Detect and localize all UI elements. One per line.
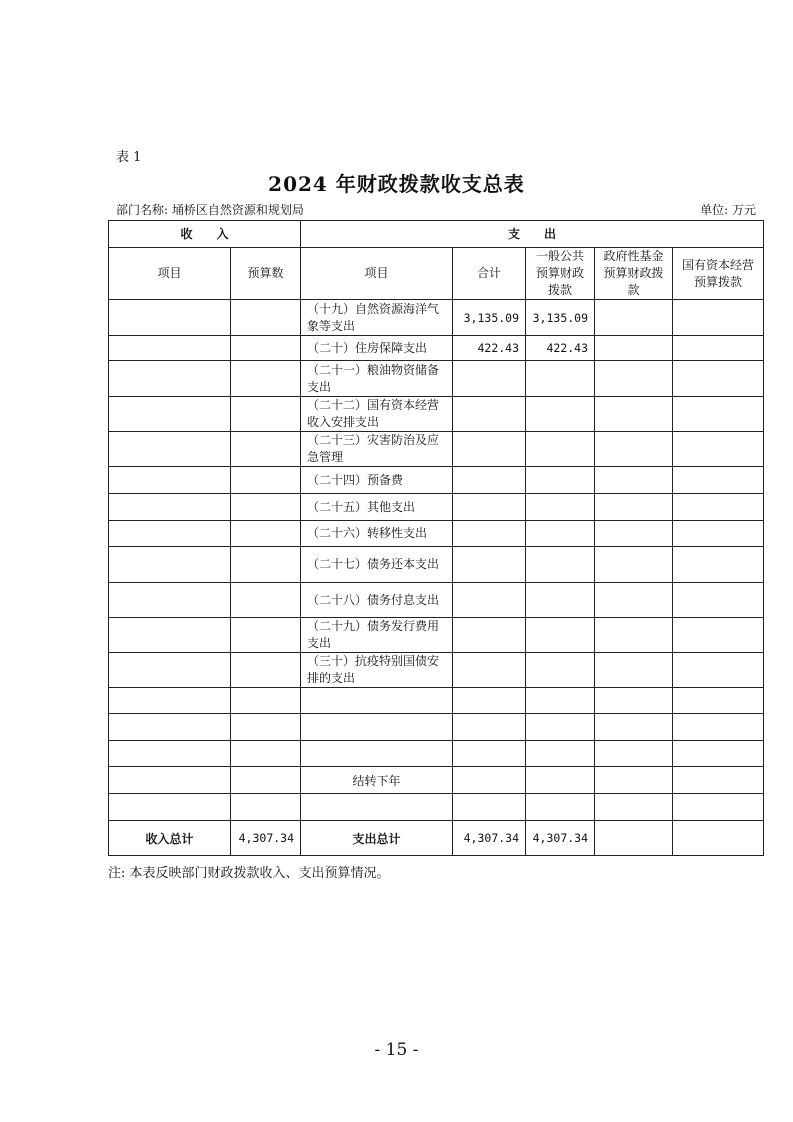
expense-item-cell: （二十六）转移性支出 bbox=[301, 521, 453, 547]
income-item-cell bbox=[109, 467, 231, 494]
total-cell bbox=[453, 432, 526, 467]
income-item-cell bbox=[109, 397, 231, 432]
general-public-cell bbox=[526, 432, 595, 467]
state-capital-cell bbox=[673, 583, 764, 618]
table-row bbox=[109, 397, 764, 432]
income-header: 收 入 bbox=[109, 221, 301, 248]
table-row bbox=[109, 521, 764, 547]
total-cell bbox=[453, 521, 526, 547]
gov-fund-cell bbox=[595, 300, 673, 336]
header-row-groups bbox=[109, 221, 764, 248]
page-title: 2024 年财政拨款收支总表 bbox=[268, 172, 525, 196]
expense-item-cell: （十九）自然资源海洋气象等支出 bbox=[301, 300, 453, 336]
general-public-cell bbox=[526, 618, 595, 653]
table-row bbox=[109, 547, 764, 583]
total-cell bbox=[453, 653, 526, 688]
income-total-value: 4,307.34 bbox=[231, 821, 301, 856]
income-item-cell bbox=[109, 653, 231, 688]
gov-fund-cell bbox=[595, 494, 673, 521]
gov-fund-cell bbox=[595, 397, 673, 432]
income-budget-cell bbox=[231, 618, 301, 653]
general-public-cell bbox=[526, 653, 595, 688]
table-label: 表 1 bbox=[116, 150, 142, 165]
page-number: - 15 - bbox=[374, 1040, 419, 1060]
income-item-cell bbox=[109, 618, 231, 653]
budget-table bbox=[108, 220, 764, 856]
gov-fund-header: 政府性基金预算财政拨款 bbox=[595, 248, 673, 300]
department-name: 部门名称: 埇桥区自然资源和规划局 bbox=[116, 203, 304, 217]
empty-row bbox=[109, 741, 764, 767]
state-capital-cell bbox=[673, 397, 764, 432]
gov-fund-cell bbox=[595, 583, 673, 618]
state-capital-cell bbox=[673, 547, 764, 583]
general-public-cell bbox=[526, 494, 595, 521]
gov-fund-cell bbox=[595, 547, 673, 583]
table-row bbox=[109, 653, 764, 688]
state-capital-cell bbox=[673, 494, 764, 521]
expense-total-label: 支出总计 bbox=[301, 821, 453, 856]
empty-row bbox=[109, 794, 764, 821]
income-item-cell bbox=[109, 300, 231, 336]
general-public-header: 一般公共预算财政拨款 bbox=[526, 248, 595, 300]
income-budget-cell bbox=[231, 521, 301, 547]
total-cell: 422.43 bbox=[453, 336, 526, 361]
general-public-cell bbox=[526, 521, 595, 547]
total-cell bbox=[453, 547, 526, 583]
income-budget-header: 预算数 bbox=[231, 248, 301, 300]
expense-item-header: 项目 bbox=[301, 248, 453, 300]
totals-row bbox=[109, 821, 764, 856]
income-budget-cell bbox=[231, 547, 301, 583]
state-capital-total-cell bbox=[673, 821, 764, 856]
expense-item-cell: （二十四）预备费 bbox=[301, 467, 453, 494]
expense-item-cell: （二十二）国有资本经营收入安排支出 bbox=[301, 397, 453, 432]
expense-total-value: 4,307.34 bbox=[453, 821, 526, 856]
state-capital-header: 国有资本经营预算拨款 bbox=[673, 248, 764, 300]
total-cell bbox=[453, 618, 526, 653]
gov-fund-cell bbox=[595, 336, 673, 361]
gov-fund-cell bbox=[595, 361, 673, 397]
table-row bbox=[109, 467, 764, 494]
expense-general-total-value: 4,307.34 bbox=[526, 821, 595, 856]
general-public-cell bbox=[526, 467, 595, 494]
expense-item-cell: （二十九）债务发行费用支出 bbox=[301, 618, 453, 653]
state-capital-cell bbox=[673, 467, 764, 494]
table-row bbox=[109, 300, 764, 336]
state-capital-cell bbox=[673, 521, 764, 547]
income-budget-cell bbox=[231, 583, 301, 618]
income-budget-cell bbox=[231, 336, 301, 361]
table-row bbox=[109, 361, 764, 397]
carry-forward-row bbox=[109, 767, 764, 794]
total-cell bbox=[453, 494, 526, 521]
income-budget-cell bbox=[231, 397, 301, 432]
expense-item-cell: （三十）抗疫特别国债安排的支出 bbox=[301, 653, 453, 688]
general-public-cell bbox=[526, 397, 595, 432]
income-item-cell bbox=[109, 336, 231, 361]
expense-item-cell: （二十八）债务付息支出 bbox=[301, 583, 453, 618]
empty-row bbox=[109, 688, 764, 714]
total-cell bbox=[453, 361, 526, 397]
total-cell bbox=[453, 397, 526, 432]
total-cell: 3,135.09 bbox=[453, 300, 526, 336]
income-item-cell bbox=[109, 494, 231, 521]
income-item-cell bbox=[109, 432, 231, 467]
income-item-header: 项目 bbox=[109, 248, 231, 300]
general-public-cell: 422.43 bbox=[526, 336, 595, 361]
state-capital-cell bbox=[673, 432, 764, 467]
table-row bbox=[109, 583, 764, 618]
expense-item-cell: （二十五）其他支出 bbox=[301, 494, 453, 521]
income-budget-cell bbox=[231, 467, 301, 494]
empty-row bbox=[109, 714, 764, 741]
gov-fund-cell bbox=[595, 467, 673, 494]
unit-label: 单位: 万元 bbox=[700, 203, 756, 217]
income-budget-cell bbox=[231, 494, 301, 521]
total-cell bbox=[453, 467, 526, 494]
state-capital-cell bbox=[673, 300, 764, 336]
state-capital-cell bbox=[673, 336, 764, 361]
income-item-cell bbox=[109, 583, 231, 618]
carry-forward-label: 结转下年 bbox=[301, 767, 453, 794]
table-row bbox=[109, 494, 764, 521]
income-budget-cell bbox=[231, 432, 301, 467]
table-row bbox=[109, 618, 764, 653]
state-capital-cell bbox=[673, 361, 764, 397]
income-item-cell bbox=[109, 521, 231, 547]
total-cell bbox=[453, 583, 526, 618]
gov-fund-total-cell bbox=[595, 821, 673, 856]
income-budget-cell bbox=[231, 300, 301, 336]
total-header: 合计 bbox=[453, 248, 526, 300]
general-public-cell: 3,135.09 bbox=[526, 300, 595, 336]
expense-item-cell: （二十一）粮油物资储备支出 bbox=[301, 361, 453, 397]
expense-item-cell: （二十七）债务还本支出 bbox=[301, 547, 453, 583]
expense-header: 支 出 bbox=[301, 221, 764, 248]
state-capital-cell bbox=[673, 653, 764, 688]
general-public-cell bbox=[526, 361, 595, 397]
general-public-cell bbox=[526, 547, 595, 583]
income-item-cell bbox=[109, 547, 231, 583]
income-total-label: 收入总计 bbox=[109, 821, 231, 856]
gov-fund-cell bbox=[595, 618, 673, 653]
table-row bbox=[109, 336, 764, 361]
expense-item-cell: （二十）住房保障支出 bbox=[301, 336, 453, 361]
income-item-cell bbox=[109, 361, 231, 397]
table-note: 注: 本表反映部门财政拨款收入、支出预算情况。 bbox=[108, 866, 390, 881]
gov-fund-cell bbox=[595, 653, 673, 688]
general-public-cell bbox=[526, 583, 595, 618]
income-budget-cell bbox=[231, 653, 301, 688]
state-capital-cell bbox=[673, 618, 764, 653]
header-row-columns bbox=[109, 248, 764, 300]
expense-item-cell: （二十三）灾害防治及应急管理 bbox=[301, 432, 453, 467]
gov-fund-cell bbox=[595, 432, 673, 467]
gov-fund-cell bbox=[595, 521, 673, 547]
income-budget-cell bbox=[231, 361, 301, 397]
table-row bbox=[109, 432, 764, 467]
